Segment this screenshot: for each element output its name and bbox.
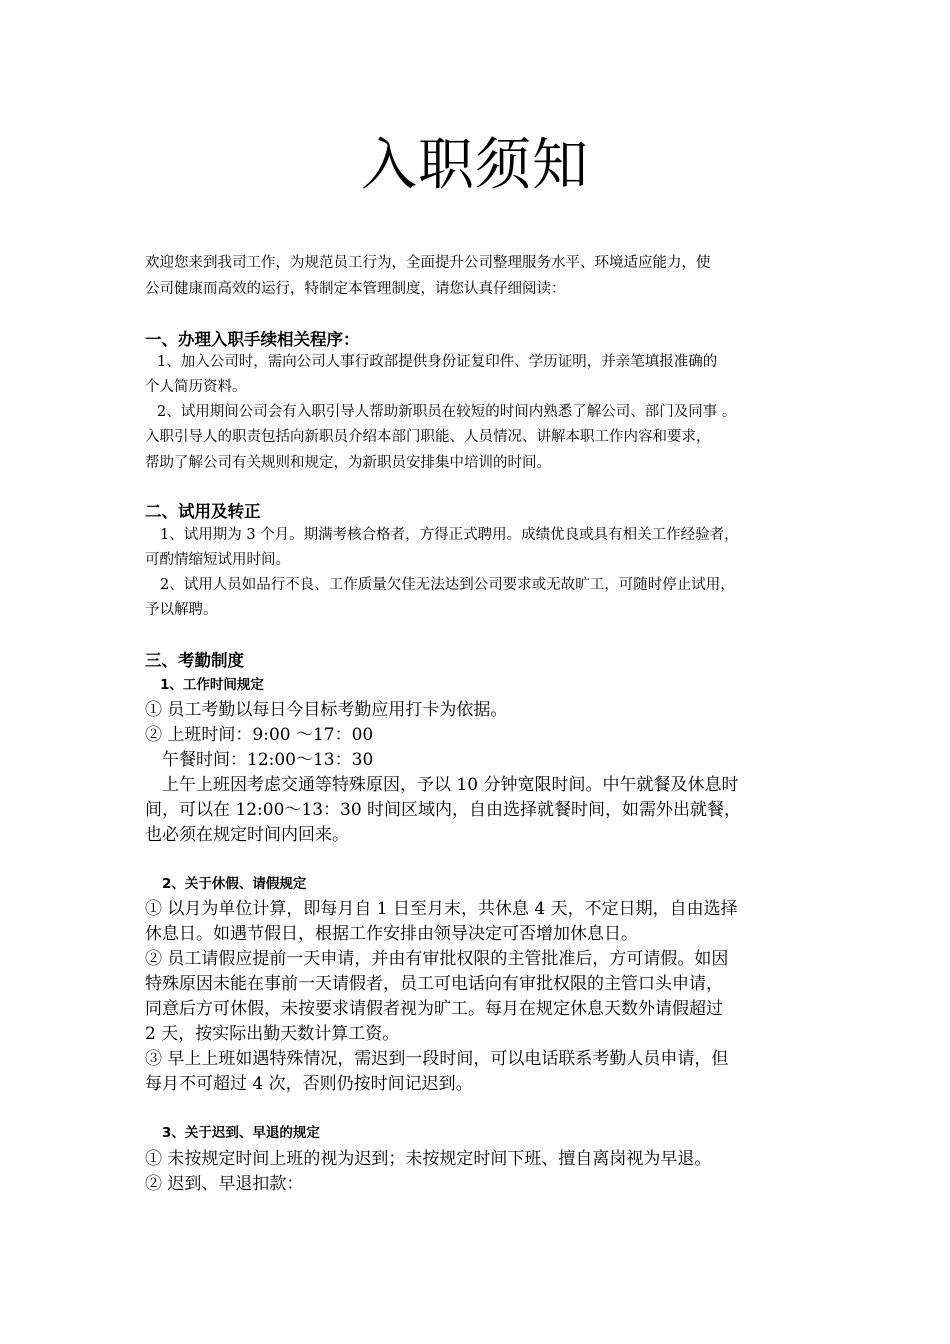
paragraph-line: 特殊原因未能在事前一天请假者，员工可电话向有审批权限的主管口头申请， [145,974,723,994]
paragraph-line: 每月不可超过 4 次，否则仍按时间记迟到。 [145,1074,473,1094]
section-heading: 二、试用及转正 [145,502,261,521]
subsection-heading: 2、关于休假、请假规定 [162,876,307,892]
paragraph-line: 休息日。如遇节假日，根据工作安排由领导决定可否增加休息日。 [145,924,638,944]
paragraph-line: 2 天，按实际出勤天数计算工资。 [145,1024,400,1044]
paragraph-line: 午餐时间：12:00～13：30 [162,750,374,770]
subsection-heading: 1、工作时间规定 [160,677,264,693]
section-heading: 三、考勤制度 [145,651,244,670]
paragraph-line: 帮助了解公司有关规则和规定，为新职员安排集中培训的时间。 [145,455,551,471]
paragraph-line: ② 员工请假应提前一天申请，并由有审批权限的主管批准后，方可请假。如因 [145,949,729,969]
paragraph-line: 入职引导人的职责包括向新职员介绍本部门职能、人员情况、讲解本职工作内容和要求， [145,429,711,445]
paragraph-line: 2、试用期间公司会有入职引导人帮助新职员在较短的时间内熟悉了解公司、部门及同事 。 [157,404,737,420]
subsection-heading: 3、关于迟到、早退的规定 [162,1125,320,1141]
paragraph-line: 也必须在规定时间内回来。 [145,825,349,845]
paragraph-line: ② 上班时间：9:00 ～17：00 [145,725,374,745]
paragraph-line: 1、加入公司时，需向公司人事行政部提供身份证复印件、学历证明，并亲笔填报准确的 [157,354,718,370]
paragraph-line: ① 以月为单位计算，即每月自 1 日至月末，共休息 4 天，不定日期，自由选择 [145,899,738,919]
section-heading: 一、办理入职手续相关程序： [145,330,360,349]
paragraph-line: ③ 早上上班如遇特殊情况，需迟到一段时间，可以电话联系考勤人员申请，但 [145,1049,729,1069]
paragraph-line: ① 未按规定时间上班的视为迟到；未按规定时间下班、擅自离岗视为早退。 [145,1149,712,1169]
intro-line: 欢迎您来到我司工作，为规范员工行为，全面提升公司整理服务水平、环境适应能力，使 [145,255,711,271]
intro-line: 公司健康而高效的运行，特制定本管理制度，请您认真仔细阅读： [145,281,566,297]
document-title: 入职须知 [361,133,589,198]
paragraph-line: 同意后方可休假，未按要求请假者视为旷工。每月在规定休息天数外请假超过 [145,999,723,1019]
paragraph-line: 1、试用期为 3 个月。期满考核合格者，方得正式聘用。成绩优良或具有相关工作经验者， [160,527,739,543]
paragraph-line: 个人简历资料。 [145,379,247,395]
paragraph-line: 上午上班因考虑交通等特殊原因，予以 10 分钟宽限时间。中午就餐及休息时 [162,775,739,795]
paragraph-line: 予以解聘。 [145,602,218,618]
paragraph-line: 可酌情缩短试用时间。 [145,552,290,568]
paragraph-line: 间，可以在 12:00～13：30 时间区域内，自由选择就餐时间，如需外出就餐， [145,800,742,820]
paragraph-line: 2、试用人员如品行不良、工作质量欠佳无法达到公司要求或无故旷工，可随时停止试用， [160,577,735,593]
paragraph-line: ① 员工考勤以每日今目标考勤应用打卡为依据。 [145,700,508,720]
paragraph-line: ② 迟到、早退扣款： [145,1174,304,1194]
